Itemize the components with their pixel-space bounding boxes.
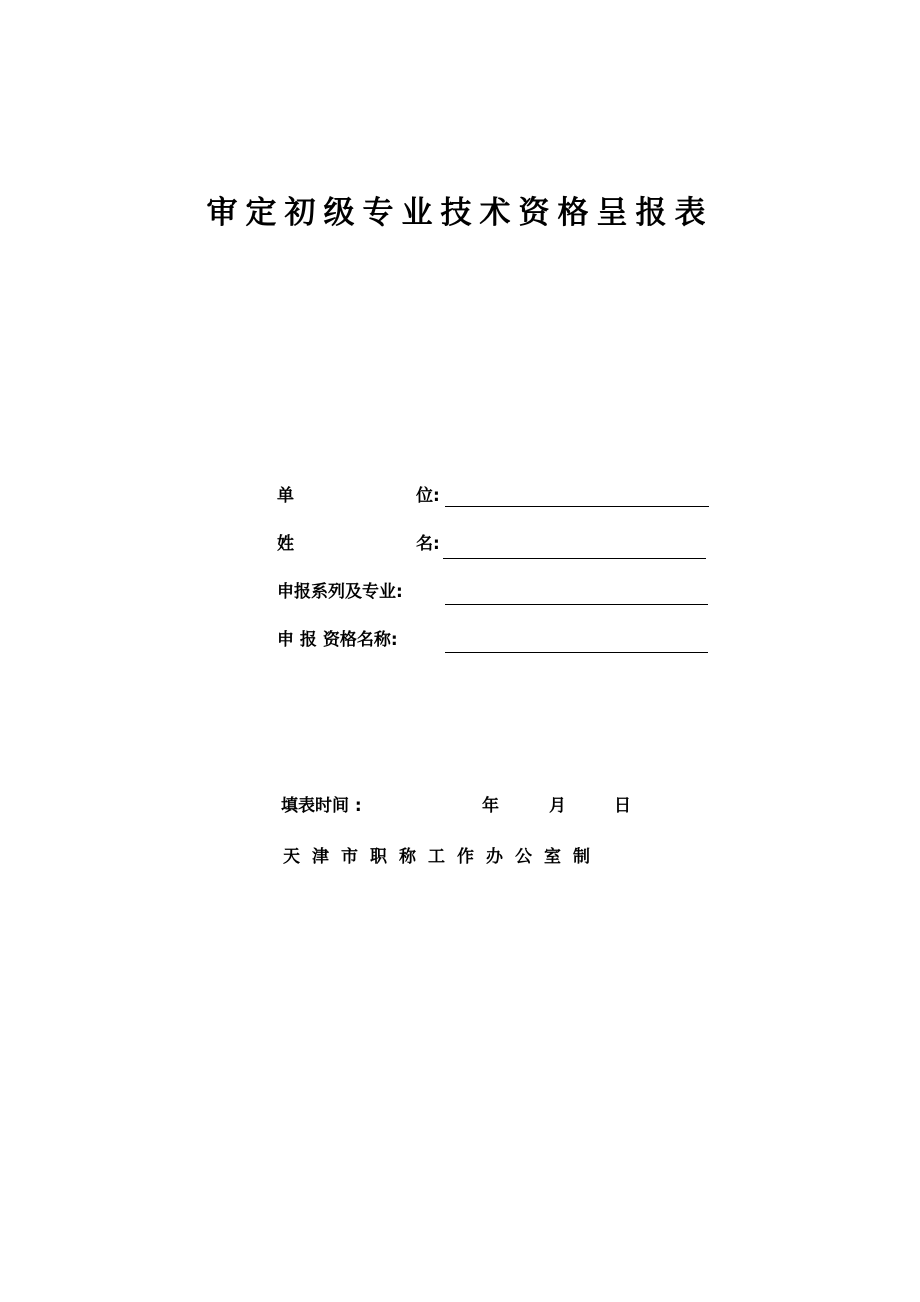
qualification-input-line[interactable] [445, 652, 708, 653]
qualification-label: 申 报 资格名称: [277, 630, 398, 650]
issuer-text: 天津市职称工作办公室制 [283, 847, 602, 867]
unit-input-line[interactable] [445, 506, 709, 507]
fill-date-month: 月 [549, 796, 566, 816]
qualification-field [277, 628, 717, 658]
fill-date-label: 填表时间 : [281, 796, 362, 816]
name-label-start: 姓 [277, 534, 294, 554]
unit-field [277, 484, 717, 514]
fill-date-year: 年 [482, 796, 499, 816]
form-title: 审定初级专业技术资格呈报表 [206, 195, 714, 231]
series-field [277, 580, 717, 610]
name-label-end: 名: [416, 534, 440, 554]
name-field [277, 532, 717, 562]
name-input-line[interactable] [443, 558, 706, 559]
fill-date-day: 日 [614, 796, 631, 816]
series-input-line[interactable] [445, 604, 708, 605]
unit-label-end: 位: [416, 486, 440, 506]
series-label: 申报系列及专业: [277, 582, 403, 602]
unit-label-start: 单 [277, 486, 294, 506]
